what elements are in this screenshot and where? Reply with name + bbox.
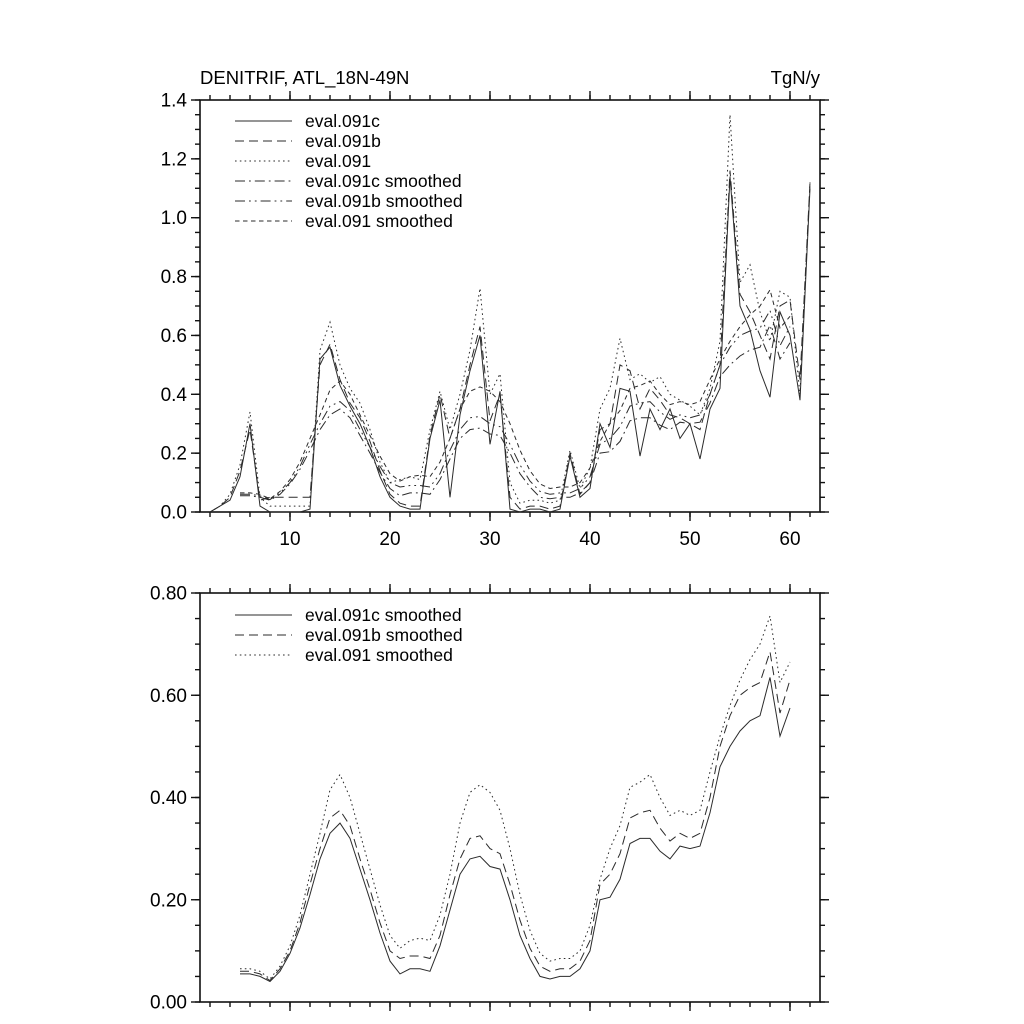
series-eval-091 <box>210 115 810 512</box>
y-tick-label: 0.40 <box>150 788 187 809</box>
series-eval-091c-smoothed <box>240 677 790 981</box>
series-eval-091c <box>210 177 810 513</box>
legend-label: eval.091b <box>305 131 381 151</box>
legend-label: eval.091c smoothed <box>305 171 462 191</box>
legend-label: eval.091b smoothed <box>305 191 463 211</box>
x-tick-label: 20 <box>379 529 401 550</box>
x-tick-label: 30 <box>479 529 501 550</box>
x-tick-label: 10 <box>279 529 301 550</box>
y-tick-label: 0.00 <box>150 992 187 1014</box>
series-eval-091c-smoothed <box>240 325 790 500</box>
top-panel-title: DENITRIF, ATL_18N-49N <box>200 67 410 88</box>
bottom-panel <box>150 584 829 1014</box>
x-tick-label: 40 <box>579 529 601 550</box>
y-tick-label: 0.20 <box>150 890 187 912</box>
plot-frame <box>200 593 820 1002</box>
legend-label: eval.091c <box>305 111 380 131</box>
legend-label: eval.091 smoothed <box>305 211 453 231</box>
legend-label: eval.091b smoothed <box>305 625 463 645</box>
axis-ticks <box>191 91 829 521</box>
top-panel-units-label: TgN/y <box>770 67 820 88</box>
top-panel <box>161 91 829 551</box>
legend <box>235 605 463 665</box>
axis-ticks <box>191 584 829 1011</box>
legend-label: eval.091 smoothed <box>305 645 453 665</box>
y-tick-label: 0.60 <box>150 685 187 707</box>
tick-labels <box>150 584 187 1014</box>
y-tick-label: 1.2 <box>160 149 187 171</box>
y-tick-label: 0.2 <box>160 443 187 465</box>
plot-frame <box>200 100 820 512</box>
y-tick-label: 1.0 <box>160 208 187 230</box>
series-eval-091b-smoothed <box>240 310 790 499</box>
legend-label: eval.091 <box>305 151 372 171</box>
y-tick-label: 0.80 <box>150 583 187 605</box>
y-tick-label: 1.4 <box>160 90 187 112</box>
x-tick-label: 50 <box>679 529 701 550</box>
x-tick-label: 60 <box>779 529 801 550</box>
y-tick-label: 0.4 <box>160 384 187 406</box>
legend <box>235 111 463 231</box>
y-tick-label: 0.6 <box>160 325 187 347</box>
series-eval-091-smoothed <box>240 616 790 979</box>
legend-label: eval.091c smoothed <box>305 605 462 625</box>
y-tick-label: 0.8 <box>160 267 187 289</box>
y-tick-label: 0.0 <box>160 502 187 524</box>
series-eval-091b-smoothed <box>240 652 790 981</box>
